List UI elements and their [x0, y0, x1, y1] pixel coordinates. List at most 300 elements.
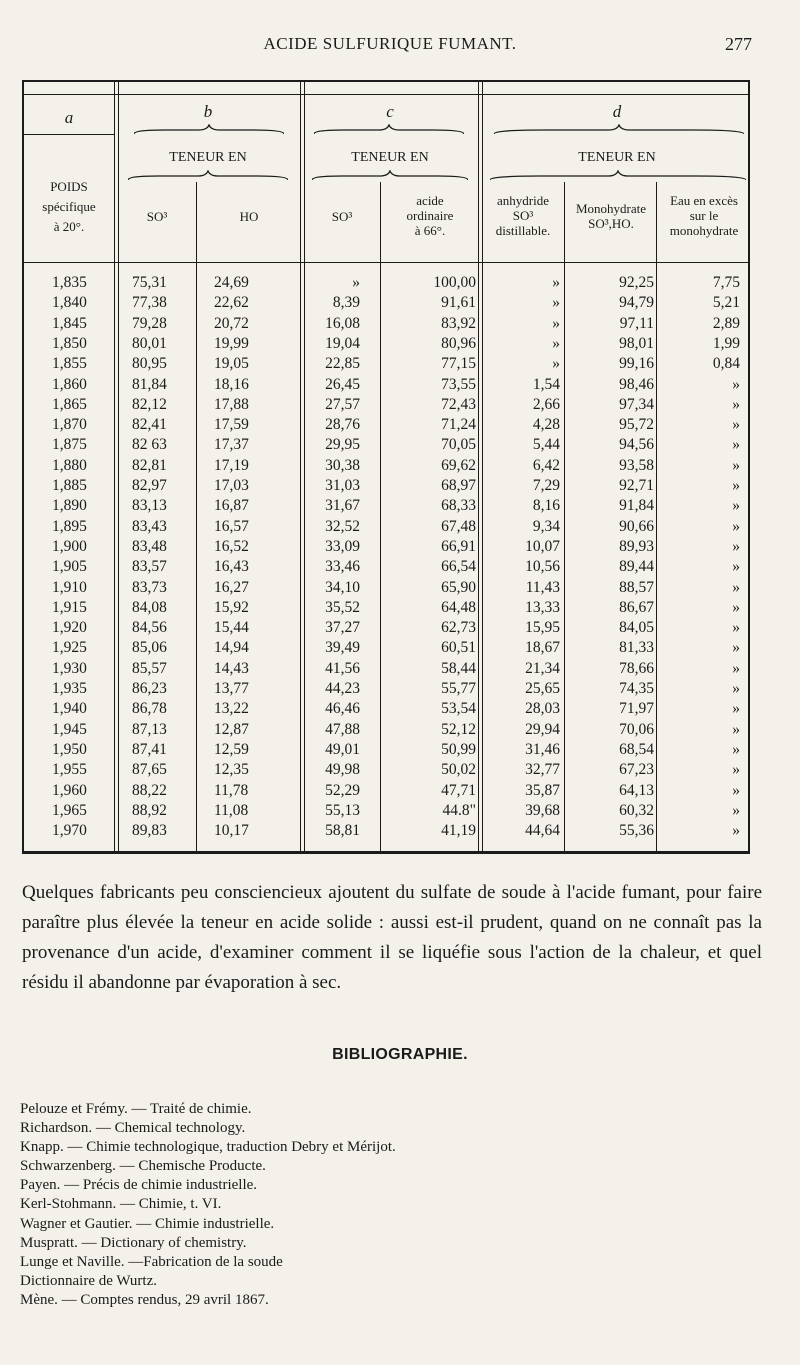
table-cell: 14,94 [214, 639, 249, 657]
bibliography-entry: Payen. — Précis de chimie industrielle. [20, 1177, 258, 1194]
table-cell: 66,54 [441, 558, 476, 576]
table-cell: 41,56 [325, 659, 360, 677]
table-cell: » [732, 822, 740, 840]
data-table [22, 80, 750, 854]
table-cell: 17,03 [214, 477, 249, 494]
table-cell: 1,880 [52, 456, 87, 474]
table-cell: 93,58 [619, 456, 654, 474]
header-c-acide-3: à 66°. [414, 223, 446, 238]
header-d-monohydrate-2: SO³,HO. [588, 216, 634, 231]
bibliography-entry: Kerl-Stohmann. — Chimie, t. VI. [20, 1196, 222, 1213]
table-cell: 52,12 [441, 720, 476, 738]
table-cell: 84,08 [132, 598, 167, 616]
table-cell: 91,61 [441, 294, 476, 312]
table-cell: 1,860 [52, 375, 87, 393]
table-row [24, 782, 748, 802]
table-cell: 1,940 [52, 700, 87, 718]
table-cell: » [732, 680, 740, 697]
table-cell: 88,22 [132, 781, 167, 799]
brace-d-sub [490, 170, 746, 182]
table-cell: 1,865 [52, 395, 87, 413]
table-cell: 33,46 [325, 558, 360, 576]
table-cell: » [732, 598, 740, 616]
table-cell: 34,10 [325, 578, 360, 596]
table-cell: 85,57 [132, 659, 167, 677]
table-cell: 11,43 [525, 578, 560, 596]
table-cell: 89,93 [619, 537, 654, 555]
table-cell: 5,21 [712, 294, 740, 312]
table-cell: 82,81 [132, 456, 167, 474]
group-label-d: TENEUR EN [578, 150, 656, 165]
table-cell: » [732, 416, 740, 434]
col-letter-c: c [386, 102, 394, 121]
table-cell: 73,55 [441, 375, 476, 393]
table-cell: » [552, 334, 560, 352]
header-b-ho: HO [239, 209, 259, 224]
table-cell: 12,59 [214, 740, 249, 758]
table-cell: 1,845 [52, 314, 87, 332]
group-label-b: TENEUR EN [169, 150, 247, 165]
table-cell: » [732, 659, 740, 677]
table-cell: 16,08 [325, 314, 360, 332]
bibliography-entry: Schwarzenberg. — Chemische Producte. [20, 1158, 266, 1175]
page-header [22, 34, 758, 58]
table-cell: 67,23 [619, 761, 654, 779]
table-cell: 17,59 [214, 416, 249, 434]
bibliography-entry: Pelouze et Frémy. — Traité de chimie. [20, 1101, 252, 1117]
table-cell: 4,28 [532, 416, 560, 434]
table-cell: 1,955 [52, 761, 87, 779]
table-cell: 1,54 [532, 375, 560, 393]
table-cell: 86,67 [619, 598, 654, 616]
table-cell: 75,31 [132, 274, 167, 291]
table-row [24, 680, 748, 700]
header-top-rule [24, 94, 748, 95]
table-row [24, 538, 748, 558]
table-cell: 88,92 [132, 801, 167, 819]
header-c-acide-1: acide [416, 193, 444, 208]
table-cell: 10,56 [525, 558, 560, 576]
table-cell: 65,90 [441, 578, 476, 596]
col-letter-a: a [64, 108, 74, 127]
table-row [24, 599, 748, 619]
table-cell: 58,44 [441, 659, 476, 677]
table-row [24, 294, 748, 314]
table-cell: 30,38 [325, 456, 360, 474]
header-bottom-rule [24, 262, 748, 263]
table-cell: » [732, 781, 740, 799]
table-cell: 31,03 [325, 477, 360, 494]
table-cell: 88,57 [619, 578, 654, 596]
table-row [24, 436, 748, 456]
table-cell: » [352, 274, 360, 291]
header-d-monohydrate-1: Monohydrate [575, 201, 647, 216]
table-cell: 17,88 [214, 395, 249, 413]
header-b-so3: SO³ [146, 209, 168, 224]
table-cell: 62,73 [441, 619, 476, 637]
table-cell: 33,09 [325, 537, 360, 555]
table-cell: 28,76 [325, 416, 360, 434]
header-d-eau-2: sur le [689, 208, 719, 223]
table-cell: 10,17 [214, 822, 249, 840]
table-cell: 84,05 [619, 619, 654, 637]
table-cell: 87,65 [132, 761, 167, 779]
table-cell: 87,41 [132, 740, 167, 758]
table-cell: 2,66 [532, 395, 560, 413]
table-cell: 86,78 [132, 700, 167, 718]
table-cell: 82 63 [132, 436, 167, 454]
table-cell: 98,01 [619, 334, 654, 352]
table-cell: » [732, 375, 740, 393]
table-cell: » [552, 314, 560, 332]
table-cell: 1,935 [52, 680, 87, 697]
table-cell: » [732, 578, 740, 596]
table-cell: 60,51 [441, 639, 476, 657]
table-cell: 95,72 [619, 416, 654, 434]
table-cell: 89,44 [619, 558, 654, 576]
table-cell: 2,89 [712, 314, 740, 332]
table-cell: 89,83 [132, 822, 167, 840]
table-cell: 97,11 [619, 314, 654, 332]
table-cell: 1,870 [52, 416, 87, 434]
table-cell: 94,79 [619, 294, 654, 312]
header-d-anhydride-1: anhydride [497, 193, 549, 208]
brace-b [134, 124, 284, 136]
table-cell: 35,87 [525, 781, 560, 799]
table-cell: 31,67 [325, 497, 360, 515]
bibliography-entry: Muspratt. — Dictionary of chemistry. [20, 1234, 247, 1251]
table-cell: 39,68 [525, 801, 560, 819]
table-cell: 22,85 [325, 355, 360, 373]
table-cell: » [732, 497, 740, 515]
brace-c-sub [312, 170, 468, 182]
table-cell: » [732, 537, 740, 555]
table-cell: 83,48 [132, 537, 167, 555]
table-cell: 78,66 [619, 659, 654, 677]
table-cell: 83,57 [132, 558, 167, 576]
table-cell: 44,23 [325, 680, 360, 697]
table-cell: 49,98 [325, 761, 360, 779]
page-number: 277 [725, 34, 752, 54]
table-cell: 21,34 [525, 659, 560, 677]
table-cell: 99,16 [619, 355, 654, 373]
table-row [24, 619, 748, 639]
table-cell: 60,32 [619, 801, 654, 819]
table-cell: 68,54 [619, 740, 654, 758]
table-cell: 41,19 [441, 822, 476, 840]
table-cell: 10,07 [525, 537, 560, 555]
table-cell: 16,27 [214, 578, 249, 596]
bibliography-entry: Dictionnaire de Wurtz. [20, 1272, 157, 1289]
bibliography-entry: Lunge et Naville. —Fabrication de la soude [20, 1253, 283, 1270]
table-cell: 64,48 [441, 598, 476, 616]
table-cell: 98,46 [619, 375, 654, 393]
table-cell: 1,945 [52, 720, 87, 738]
table-cell: 15,95 [525, 619, 560, 637]
header-c-acide-2: ordinaire [406, 208, 454, 223]
header-c-so3: SO³ [331, 209, 353, 224]
table-row [24, 497, 748, 517]
table-cell: 83,43 [132, 517, 167, 535]
header-specifique: spécifique [42, 199, 96, 214]
table-cell: 1,99 [712, 334, 740, 352]
table-cell: 92,71 [619, 477, 654, 494]
table-cell: 25,65 [525, 680, 560, 697]
table-cell: 81,84 [132, 375, 167, 393]
table-row [24, 396, 748, 416]
table-cell: 100,00 [433, 274, 476, 291]
table-cell: 17,37 [214, 436, 249, 454]
table-cell: 13,33 [525, 598, 560, 616]
table-cell: 71,24 [441, 416, 476, 434]
table-cell: 19,99 [214, 334, 249, 352]
table-row [24, 761, 748, 781]
col-letter-b: b [203, 102, 213, 121]
bibliography-entry: Wagner et Gautier. — Chimie industrielle. [20, 1215, 275, 1232]
table-cell: 44,64 [525, 822, 560, 840]
table-cell: 22,62 [214, 294, 249, 312]
table-cell: 92,25 [619, 274, 654, 291]
table-cell: » [732, 761, 740, 779]
table-cell: 85,06 [132, 639, 167, 657]
table-cell: 8,39 [332, 294, 360, 312]
table-cell: 50,99 [441, 740, 476, 758]
table-cell: 53,54 [441, 700, 476, 718]
table-cell: 58,81 [325, 822, 360, 840]
running-title: ACIDE SULFURIQUE FUMANT. [263, 34, 517, 53]
table-cell: 79,28 [132, 314, 167, 332]
table-cell: 46,46 [325, 700, 360, 718]
table-cell: 5,44 [532, 436, 560, 454]
table-cell: 1,965 [52, 801, 87, 819]
table-row [24, 477, 748, 497]
body-paragraph: Quelques fabricants peu consciencieux ajoutent du sulfate de soude à l'acide fumant, pour faire paraître plus élevée la teneur en acide solide : aussi est-il prudent, quand on ne connaît pas la provenance d'un acide, d'examiner comment il se liquéfie sous l'action de la chaleur, et quel résidu il abandonne par évaporation à sec. [22, 882, 762, 993]
table-cell: 77,38 [132, 294, 167, 312]
table-cell: 74,35 [619, 680, 654, 697]
table-cell: 1,925 [52, 639, 87, 657]
table-cell: 80,95 [132, 355, 167, 373]
table-cell: 87,13 [132, 720, 167, 738]
table-cell: 44.8" [442, 801, 476, 819]
table-cell: » [732, 801, 740, 819]
table-row [24, 335, 748, 355]
table-row [24, 558, 748, 578]
table-cell: » [552, 274, 560, 291]
brace-b-sub [128, 170, 288, 182]
table-cell: 70,06 [619, 720, 654, 738]
table-cell: 18,67 [525, 639, 560, 657]
table-cell: 26,45 [325, 375, 360, 393]
table-cell: 16,52 [214, 537, 249, 555]
table-cell: 17,19 [214, 456, 249, 474]
table-row [24, 700, 748, 720]
table-cell: 13,22 [214, 700, 249, 718]
table-cell: 69,62 [441, 456, 476, 474]
header-d-anhydride-2: SO³ [512, 208, 534, 223]
table-cell: 1,875 [52, 436, 87, 454]
table-cell: 1,910 [52, 578, 87, 596]
table-cell: 82,12 [132, 395, 167, 413]
table-cell: » [732, 456, 740, 474]
table-cell: 66,91 [441, 537, 476, 555]
table-cell: 97,34 [619, 395, 654, 413]
table-row [24, 741, 748, 761]
table-cell: 16,43 [214, 558, 249, 576]
table-cell: 84,56 [132, 619, 167, 637]
table-cell: 39,49 [325, 639, 360, 657]
table-cell: » [732, 639, 740, 657]
table-cell: 49,01 [325, 740, 360, 758]
table-cell: 70,05 [441, 436, 476, 454]
table-row [24, 274, 748, 294]
table-cell: » [732, 436, 740, 454]
table-cell: 64,13 [619, 781, 654, 799]
table-cell: 1,835 [52, 274, 87, 291]
bibliography-entry: Richardson. — Chemical technology. [20, 1120, 246, 1137]
header-temperature: à 20°. [53, 219, 85, 234]
table-cell: 14,43 [214, 659, 249, 677]
table-row [24, 457, 748, 477]
table-cell: 90,66 [619, 517, 654, 535]
table-cell: 1,915 [52, 598, 87, 616]
table-row [24, 355, 748, 375]
bibliography-list [20, 1100, 720, 1310]
table-cell: 15,44 [214, 619, 249, 637]
table-cell: 1,930 [52, 659, 87, 677]
table-cell: 7,75 [712, 274, 740, 291]
table-cell: 50,02 [441, 761, 476, 779]
table-row [24, 639, 748, 659]
table-cell: 68,33 [441, 497, 476, 515]
table-row [24, 315, 748, 335]
table-cell: 24,69 [214, 274, 249, 291]
table-cell: 31,46 [525, 740, 560, 758]
table-cell: » [732, 558, 740, 576]
table-cell: 72,43 [441, 395, 476, 413]
table-cell: 83,73 [132, 578, 167, 596]
table-cell: 20,72 [214, 314, 249, 332]
table-cell: 16,87 [214, 497, 249, 515]
table-cell: 1,905 [52, 558, 87, 576]
table-cell: 80,01 [132, 334, 167, 352]
table-cell: 1,855 [52, 355, 87, 373]
table-cell: » [732, 619, 740, 637]
table-row [24, 416, 748, 436]
brace-d [494, 124, 744, 136]
table-cell: 16,57 [214, 517, 249, 535]
table-cell: 80,96 [441, 334, 476, 352]
table-cell: 12,87 [214, 720, 249, 738]
table-cell: 29,95 [325, 436, 360, 454]
table-row [24, 579, 748, 599]
brace-c [314, 124, 464, 136]
table-cell: 19,04 [325, 334, 360, 352]
table-cell: 1,890 [52, 497, 87, 515]
table-cell: 94,56 [619, 436, 654, 454]
table-cell: 7,29 [532, 477, 560, 494]
table-cell: » [732, 720, 740, 738]
group-label-c: TENEUR EN [351, 150, 429, 165]
table-row [24, 518, 748, 538]
table-cell: 55,77 [441, 680, 476, 697]
table-row [24, 802, 748, 822]
table-cell: 82,41 [132, 416, 167, 434]
table-cell: 47,88 [325, 720, 360, 738]
table-cell: 32,77 [525, 761, 560, 779]
table-cell: 18,16 [214, 375, 249, 393]
bibliography-entry: Mène. — Comptes rendus, 29 avril 1867. [20, 1291, 269, 1308]
table-row [24, 660, 748, 680]
table-cell: 1,960 [52, 781, 87, 799]
table-cell: 55,36 [619, 822, 654, 840]
table-cell: 6,42 [532, 456, 560, 474]
table-row [24, 721, 748, 741]
table-cell: 1,895 [52, 517, 87, 535]
table-cell: » [552, 355, 560, 373]
table-cell: 71,97 [619, 700, 654, 718]
table-cell: » [552, 294, 560, 312]
table-cell: 82,97 [132, 477, 167, 494]
table-cell: 8,16 [532, 497, 560, 515]
table-cell: 1,900 [52, 537, 87, 555]
table-cell: 9,34 [532, 517, 560, 535]
table-cell: 12,35 [214, 761, 249, 779]
table-cell: » [732, 517, 740, 535]
table-cell: 86,23 [132, 680, 167, 697]
table-cell: 1,840 [52, 294, 87, 312]
table-cell: 77,15 [441, 355, 476, 373]
header-poids: POIDS [50, 179, 88, 194]
table-cell: 83,92 [441, 314, 476, 332]
table-cell: 1,970 [52, 822, 87, 840]
table-cell: 15,92 [214, 598, 249, 616]
table-cell: 13,77 [214, 680, 249, 697]
table-cell: 37,27 [325, 619, 360, 637]
table-cell: 29,94 [525, 720, 560, 738]
table-cell: 1,885 [52, 477, 87, 494]
header-d-anhydride-3: distillable. [495, 223, 551, 238]
table-row [24, 822, 748, 842]
table-cell: 11,08 [214, 801, 249, 819]
table-cell: 1,950 [52, 740, 87, 758]
table-cell: 1,920 [52, 619, 87, 637]
table-cell: » [732, 700, 740, 718]
table-cell: 19,05 [214, 355, 249, 373]
table-cell: 1,850 [52, 334, 87, 352]
table-cell: » [732, 395, 740, 413]
table-cell: » [732, 740, 740, 758]
table-cell: 83,13 [132, 497, 167, 515]
bibliography-title: BIBLIOGRAPHIE. [332, 1046, 468, 1063]
table-cell: 0,84 [712, 355, 740, 373]
table-cell: 68,97 [441, 477, 476, 494]
header-d-eau-3: monohydrate [669, 223, 739, 238]
bibliography-entry: Knapp. — Chimie technologique, traduction Debry et Mérijot. [20, 1139, 396, 1156]
table-cell: 32,52 [325, 517, 360, 535]
header-d-eau-1: Eau en excès [670, 193, 738, 208]
table-cell: 35,52 [325, 598, 360, 616]
table-cell: 11,78 [214, 781, 249, 799]
table-cell: 81,33 [619, 639, 654, 657]
header-a-rule [24, 134, 114, 135]
table-cell: 67,48 [441, 517, 476, 535]
table-cell: 27,57 [325, 395, 360, 413]
table-cell: 55,13 [325, 801, 360, 819]
table-cell: » [732, 477, 740, 494]
table-cell: 47,71 [441, 781, 476, 799]
table-cell: 52,29 [325, 781, 360, 799]
col-letter-d: d [612, 102, 622, 121]
